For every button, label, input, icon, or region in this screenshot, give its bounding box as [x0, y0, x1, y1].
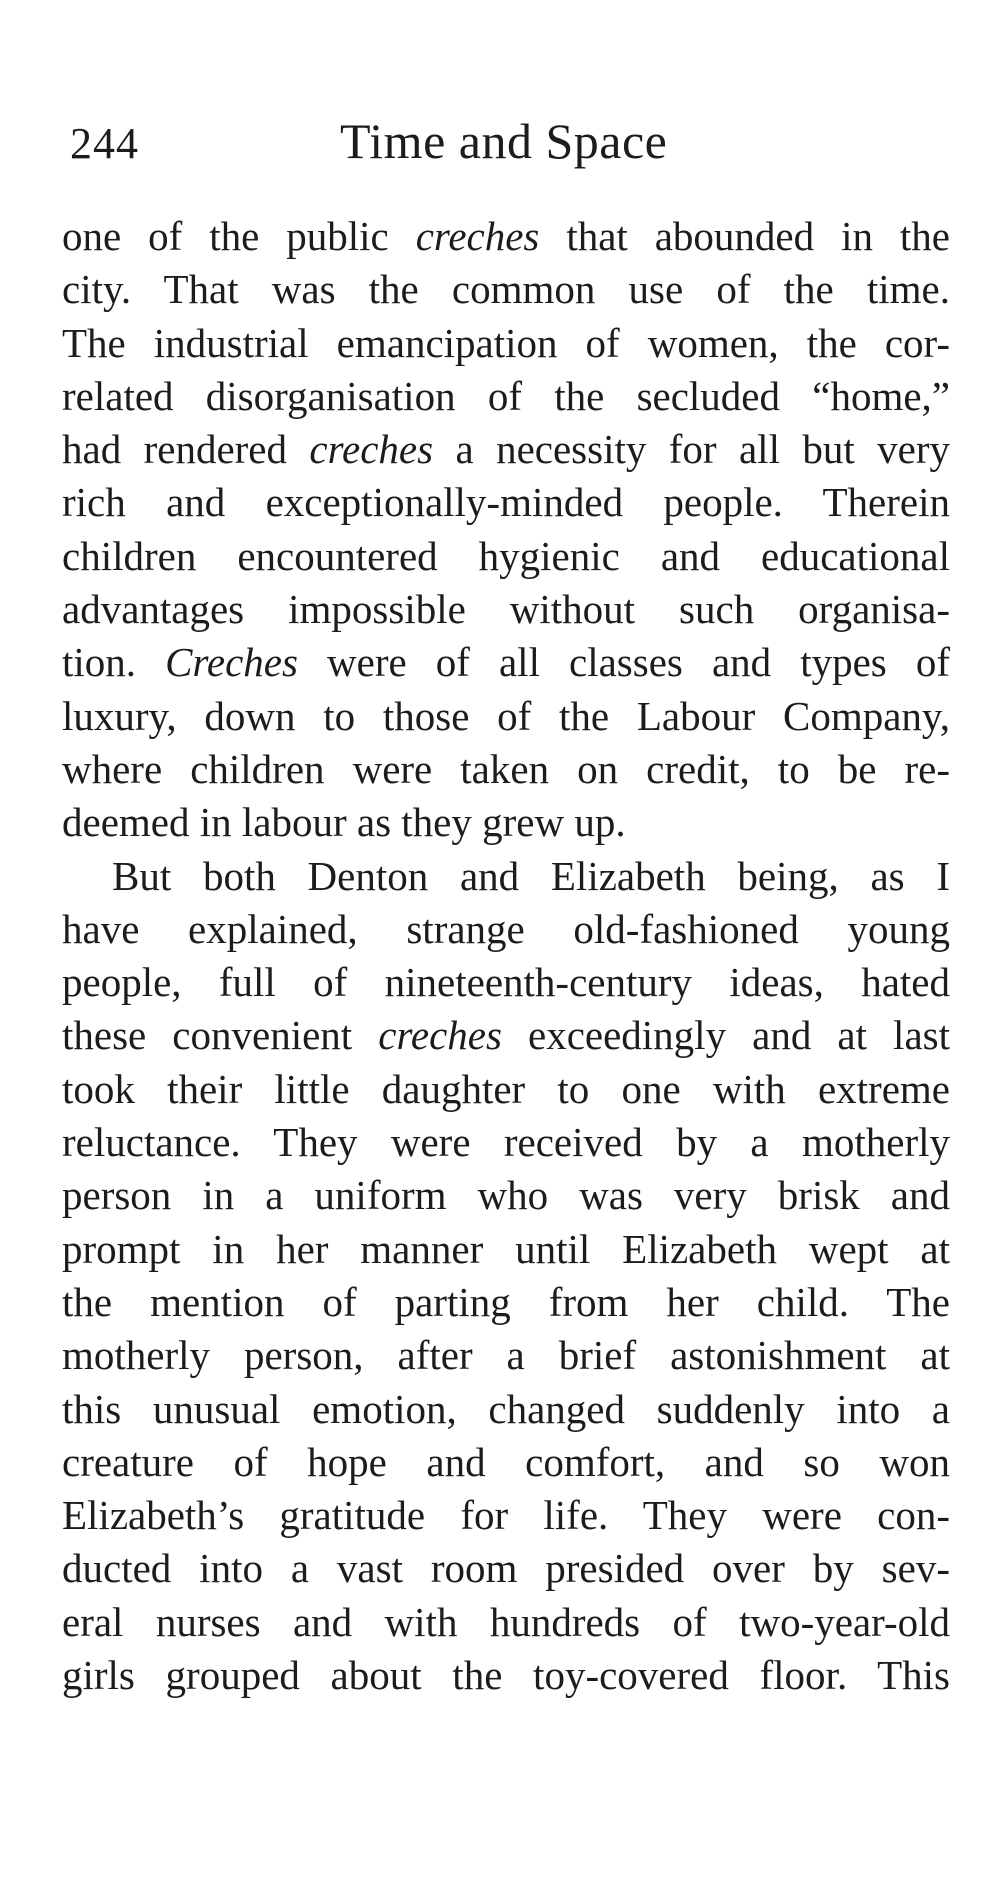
- body-text: [62, 210, 950, 1702]
- paragraph: [62, 850, 950, 1703]
- page-number: 244: [70, 119, 139, 168]
- text-line: girls grouped about the toy-covered floor. This: [62, 1652, 950, 1699]
- running-head: [0, 112, 1000, 172]
- text-line: these convenient creches exceedingly and at last: [62, 1012, 950, 1059]
- text-line: creature of hope and comfort, and so won: [62, 1438, 950, 1485]
- text-line: rich and exceptionally-minded people. Therein: [62, 479, 950, 526]
- text-line: But both Denton and Elizabeth being, as I: [112, 852, 950, 899]
- text-line: person in a uniform who was very brisk and: [62, 1172, 950, 1219]
- text-line: where children were taken on credit, to be re-: [62, 745, 950, 792]
- text-line: this unusual emotion, changed suddenly into a: [62, 1385, 950, 1432]
- text-line: deemed in labour as they grew up.: [62, 799, 626, 846]
- text-line: Elizabeth’s gratitude for life. They were con-: [62, 1492, 950, 1539]
- text-line: eral nurses and with hundreds of two-year-old: [62, 1598, 950, 1645]
- running-title: Time and Space: [340, 113, 668, 169]
- text-line: prompt in her manner until Elizabeth wept at: [62, 1225, 950, 1272]
- text-line: one of the public creches that abounded in the: [62, 213, 950, 259]
- text-line: motherly person, after a brief astonishment at: [62, 1332, 950, 1379]
- text-line: luxury, down to those of the Labour Company,: [62, 692, 950, 739]
- text-line: people, full of nineteenth-century ideas, hated: [62, 959, 950, 1006]
- text-line: ducted into a vast room presided over by sev-: [62, 1545, 950, 1592]
- text-line: tion. Creches were of all classes and types of: [62, 639, 950, 686]
- text-line: reluctance. They were received by a motherly: [62, 1119, 950, 1166]
- text-line: city. That was the common use of the time.: [62, 266, 950, 313]
- text-line: The industrial emancipation of women, the cor-: [62, 319, 950, 366]
- text-line: took their little daughter to one with extreme: [62, 1065, 950, 1112]
- text-line: had rendered creches a necessity for all but very: [62, 426, 950, 473]
- text-line: children encountered hygienic and educational: [62, 532, 950, 579]
- text-line: advantages impossible without such organisa-: [62, 586, 950, 633]
- text-line: the mention of parting from her child. The: [62, 1278, 950, 1325]
- text-line: have explained, strange old-fashioned young: [62, 905, 950, 952]
- paragraph: [62, 210, 950, 850]
- text-line: related disorganisation of the secluded “home,”: [62, 372, 950, 419]
